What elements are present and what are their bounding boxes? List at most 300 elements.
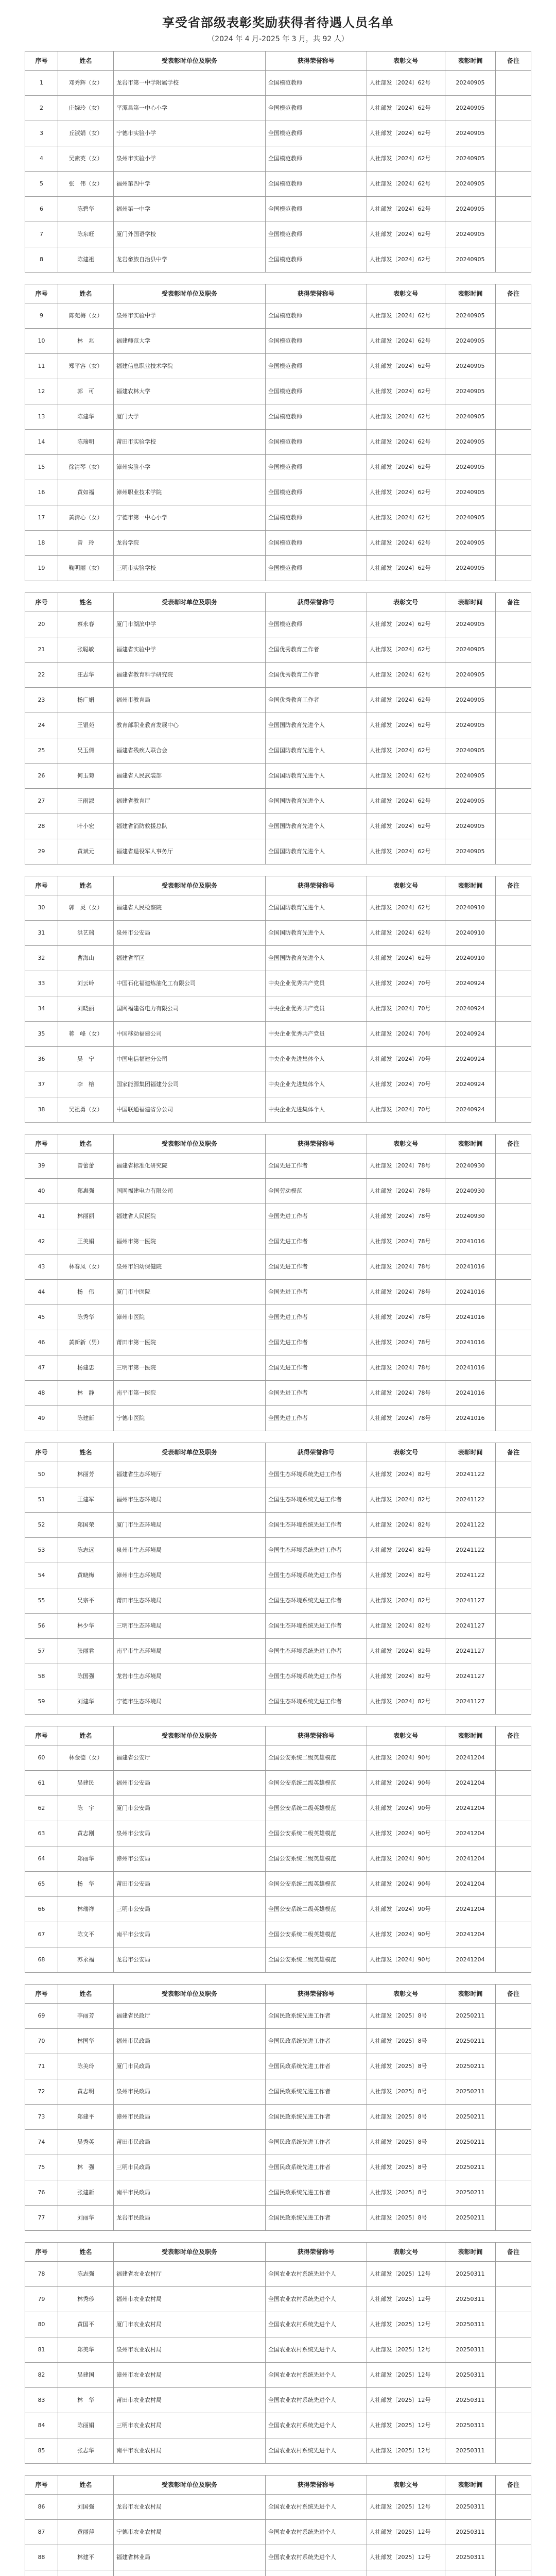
cell-unit-position: 泉州市生态环境局 (114, 1538, 266, 1563)
cell-unit-position: 南平市公安局 (114, 1922, 266, 1947)
cell-serial-number: 82 (25, 2363, 58, 2388)
cell-award-date: 20241122 (445, 1487, 495, 1513)
cell-unit-position: 南平市生态环境局 (114, 1639, 266, 1664)
cell-document-number: 人社部发〔2024〕62号 (367, 556, 445, 581)
cell-document-number: 人社部发〔2024〕62号 (367, 329, 445, 354)
header-unit-position: 受表彰时单位及职务 (114, 593, 266, 612)
cell-honor-title: 中央企业优秀共产党员 (265, 971, 367, 996)
cell-award-date: 20240905 (445, 505, 495, 531)
cell-award-date: 20240905 (445, 379, 495, 404)
cell-serial-number: 87 (25, 2520, 58, 2545)
header-honor-title: 获得荣誉称号 (265, 876, 367, 895)
cell-unit-position: 三明市公安局 (114, 1897, 266, 1922)
cell-document-number: 人社部发〔2024〕62号 (367, 738, 445, 764)
cell-remark (496, 1022, 531, 1047)
table-row (25, 612, 531, 637)
cell-award-date (445, 2570, 495, 2576)
cell-name: 曾 玲 (58, 531, 113, 556)
cell-serial-number: 11 (25, 354, 58, 379)
cell-honor-title: 全国国防教育先进个人 (265, 946, 367, 971)
cell-honor-title: 全国农业农村系统先进个人 (265, 2388, 367, 2413)
table-row (25, 1179, 531, 1204)
cell-unit-position: 国家能源集团福建分公司 (114, 1072, 266, 1097)
cell-award-date: 20241204 (445, 1947, 495, 1973)
cell-unit-position: 福建信息职业技术学院 (114, 354, 266, 379)
cell-unit-position: 福建省残疾人联合会 (114, 738, 266, 764)
cell-award-date: 20241204 (445, 1745, 495, 1771)
cell-name: 叶小宏 (58, 814, 113, 839)
cell-document-number: 人社部发〔2024〕70号 (367, 1022, 445, 1047)
cell-award-date: 20240924 (445, 1097, 495, 1123)
table-row (25, 895, 531, 921)
header-unit-position: 受表彰时单位及职务 (114, 1726, 266, 1745)
table-row (25, 2079, 531, 2105)
cell-remark (496, 531, 531, 556)
cell-unit-position: 泉州市实验小学 (114, 146, 266, 172)
cell-document-number: 人社部发〔2025〕12号 (367, 2262, 445, 2287)
cell-unit-position: 厦门市湖滨中学 (114, 612, 266, 637)
cell-serial-number: 61 (25, 1771, 58, 1796)
cell-unit-position: 莆田市生态环境局 (114, 1588, 266, 1614)
header-honor-title: 获得荣誉称号 (265, 284, 367, 303)
cell-name: 刘云岭 (58, 971, 113, 996)
table-row (25, 1047, 531, 1072)
table-row (25, 1922, 531, 1947)
cell-remark (496, 1588, 531, 1614)
cell-name: 王美娟 (58, 1229, 113, 1255)
table-header-row (25, 2243, 531, 2262)
cell-remark (496, 789, 531, 814)
cell-serial-number: 46 (25, 1330, 58, 1355)
header-name: 姓名 (58, 284, 113, 303)
cell-serial-number: 38 (25, 1097, 58, 1123)
cell-document-number: 人社部发〔2024〕62号 (367, 789, 445, 814)
header-unit-position: 受表彰时单位及职务 (114, 52, 266, 71)
cell-document-number: 人社部发〔2024〕90号 (367, 1771, 445, 1796)
cell-remark (496, 222, 531, 247)
cell-remark (496, 172, 531, 197)
cell-document-number: 人社部发〔2024〕70号 (367, 996, 445, 1022)
cell-name: 李 榕 (58, 1072, 113, 1097)
table-header-row (25, 52, 531, 71)
cell-honor-title: 全国生态环境系统先进工作者 (265, 1462, 367, 1487)
table-row (25, 197, 531, 222)
cell-serial-number: 56 (25, 1614, 58, 1639)
cell-honor-title: 全国优秀教育工作者 (265, 637, 367, 663)
cell-award-date: 20241016 (445, 1330, 495, 1355)
cell-document-number: 人社部发〔2024〕78号 (367, 1305, 445, 1330)
cell-award-date: 20240924 (445, 1022, 495, 1047)
table-row (25, 2105, 531, 2130)
cell-remark (496, 1664, 531, 1689)
header-remark: 备注 (496, 2243, 531, 2262)
cell-honor-title: 全国模范教师 (265, 480, 367, 505)
table-row (25, 1255, 531, 1280)
cell-unit-position: 福建省农业农村厅 (114, 2262, 266, 2287)
table-row (25, 505, 531, 531)
table-header-row (25, 593, 531, 612)
header-document-number: 表彰文号 (367, 284, 445, 303)
cell-unit-position: 南平市民政局 (114, 2180, 266, 2206)
cell-name: 徐清琴（女） (58, 455, 113, 480)
cell-award-date: 20240924 (445, 996, 495, 1022)
table-header-row (25, 1443, 531, 1462)
cell-remark (496, 2545, 531, 2570)
cell-award-date: 20250311 (445, 2545, 495, 2570)
table-row (25, 1846, 531, 1872)
cell-remark (496, 814, 531, 839)
cell-remark (496, 1947, 531, 1973)
cell-name: 苏永福 (58, 1947, 113, 1973)
cell-document-number: 人社部发〔2024〕62号 (367, 839, 445, 865)
cell-document-number: 人社部发〔2025〕8号 (367, 2206, 445, 2231)
cell-remark (496, 505, 531, 531)
cell-honor-title: 全国先进工作者 (265, 1229, 367, 1255)
table-row (25, 1154, 531, 1179)
cell-name: 洪艺瑞 (58, 921, 113, 946)
cell-unit-position: 福建省人民医院 (114, 1204, 266, 1229)
cell-unit-position: 厦门市中医院 (114, 1280, 266, 1305)
cell-award-date: 20250211 (445, 2004, 495, 2029)
roster-table (25, 1726, 531, 1973)
cell-name: 林国华 (58, 2029, 113, 2054)
cell-remark (496, 839, 531, 865)
cell-name: 林建平 (58, 2545, 113, 2570)
table-row (25, 637, 531, 663)
cell-honor-title: 中央企业优秀共产党员 (265, 1022, 367, 1047)
cell-honor-title: 全国民政系统先进工作者 (265, 2155, 367, 2180)
cell-award-date: 20250311 (445, 2312, 495, 2337)
cell-serial-number: 59 (25, 1689, 58, 1715)
table-row (25, 1639, 531, 1664)
cell-award-date: 20240905 (445, 329, 495, 354)
cell-unit-position: 厦门市公安局 (114, 1796, 266, 1821)
cell-honor-title: 全国模范教师 (265, 531, 367, 556)
cell-name: 林 兆 (58, 329, 113, 354)
cell-serial-number: 65 (25, 1872, 58, 1897)
cell-award-date: 20240905 (445, 612, 495, 637)
cell-remark (496, 2438, 531, 2464)
cell-award-date: 20241204 (445, 1846, 495, 1872)
cell-honor-title: 全国模范教师 (265, 172, 367, 197)
cell-award-date: 20250211 (445, 2029, 495, 2054)
cell-unit-position: 龙岩畲族自治县中学 (114, 247, 266, 273)
table-row (25, 2054, 531, 2079)
table-row (25, 404, 531, 430)
cell-document-number: 人社部发〔2024〕78号 (367, 1355, 445, 1381)
cell-document-number: 人社部发〔2025〕12号 (367, 2438, 445, 2464)
cell-document-number: 人社部发〔2024〕70号 (367, 1047, 445, 1072)
table-row (25, 71, 531, 96)
cell-honor-title: 全国农业农村系统先进个人 (265, 2545, 367, 2570)
cell-document-number: 人社部发〔2024〕82号 (367, 1614, 445, 1639)
cell-document-number: 人社部发〔2024〕90号 (367, 1872, 445, 1897)
cell-award-date: 20241127 (445, 1614, 495, 1639)
cell-honor-title: 全国国防教育先进个人 (265, 814, 367, 839)
cell-serial-number: 53 (25, 1538, 58, 1563)
cell-serial-number: 25 (25, 738, 58, 764)
cell-honor-title: 全国公安系统二级英雄模范 (265, 1947, 367, 1973)
cell-serial-number: 5 (25, 172, 58, 197)
cell-unit-position: 泉州市农业农村局 (114, 2337, 266, 2363)
cell-serial-number: 68 (25, 1947, 58, 1973)
cell-document-number: 人社部发〔2024〕62号 (367, 612, 445, 637)
cell-award-date: 20250311 (445, 2495, 495, 2520)
header-name: 姓名 (58, 2476, 113, 2495)
cell-award-date: 20240905 (445, 713, 495, 738)
cell-remark (496, 303, 531, 329)
cell-serial-number: 75 (25, 2155, 58, 2180)
header-award-date: 表彰时间 (445, 1443, 495, 1462)
cell-award-date: 20241204 (445, 1796, 495, 1821)
header-award-date: 表彰时间 (445, 1985, 495, 2004)
cell-remark (496, 1154, 531, 1179)
cell-remark (496, 2363, 531, 2388)
cell-honor-title: 全国模范教师 (265, 146, 367, 172)
table-row (25, 1872, 531, 1897)
roster-table (25, 284, 531, 581)
cell-name: 刘建华 (58, 1689, 113, 1715)
cell-serial-number: 80 (25, 2312, 58, 2337)
cell-document-number: 人社部发〔2024〕70号 (367, 971, 445, 996)
table-row (25, 2413, 531, 2438)
cell-serial-number: 7 (25, 222, 58, 247)
header-remark: 备注 (496, 1443, 531, 1462)
cell-serial-number: 78 (25, 2262, 58, 2287)
cell-serial-number: 17 (25, 505, 58, 531)
cell-award-date: 20250211 (445, 2105, 495, 2130)
table-row (25, 1022, 531, 1047)
table-row (25, 1097, 531, 1123)
table-row (25, 1689, 531, 1715)
cell-serial-number: 30 (25, 895, 58, 921)
cell-unit-position: 福建省民政厅 (114, 2004, 266, 2029)
cell-unit-position: 三明市农业农村局 (114, 2413, 266, 2438)
cell-honor-title: 全国国防教育先进个人 (265, 713, 367, 738)
cell-document-number: 人社部发〔2025〕8号 (367, 2155, 445, 2180)
table-row (25, 2337, 531, 2363)
header-remark: 备注 (496, 1726, 531, 1745)
cell-name: 刘国强 (58, 2495, 113, 2520)
cell-name: 杨建忠 (58, 1355, 113, 1381)
cell-remark (496, 379, 531, 404)
cell-award-date: 20240924 (445, 1047, 495, 1072)
cell-document-number: 人社部发〔2024〕62号 (367, 430, 445, 455)
cell-serial-number: 32 (25, 946, 58, 971)
cell-honor-title: 全国公安系统二级英雄模范 (265, 1872, 367, 1897)
cell-serial-number: 83 (25, 2388, 58, 2413)
cell-honor-title: 全国先进工作者 (265, 1280, 367, 1305)
cell-unit-position: 福州第四中学 (114, 172, 266, 197)
cell-unit-position: 漳州职业技术学院 (114, 480, 266, 505)
cell-unit-position: 福建省标准化研究院 (114, 1154, 266, 1179)
cell-name: 林 强 (58, 2155, 113, 2180)
table-row (25, 455, 531, 480)
cell-award-date: 20240905 (445, 764, 495, 789)
cell-document-number: 人社部发〔2025〕12号 (367, 2413, 445, 2438)
header-honor-title: 获得荣誉称号 (265, 1985, 367, 2004)
cell-name: 郑美华 (58, 2337, 113, 2363)
table-row (25, 971, 531, 996)
cell-document-number: 人社部发〔2024〕82号 (367, 1462, 445, 1487)
table-header-row (25, 1726, 531, 1745)
cell-unit-position: 厦门市农业农村局 (114, 2312, 266, 2337)
cell-honor-title: 全国民政系统先进工作者 (265, 2105, 367, 2130)
cell-remark (496, 1846, 531, 1872)
cell-serial-number: 31 (25, 921, 58, 946)
cell-unit-position: 中国石化福建炼油化工有限公司 (114, 971, 266, 996)
cell-unit-position: 福建省教育科学研究院 (114, 663, 266, 688)
roster-table (25, 1443, 531, 1715)
cell-serial-number: 24 (25, 713, 58, 738)
cell-award-date: 20241122 (445, 1538, 495, 1563)
table-row (25, 247, 531, 273)
cell-document-number: 人社部发〔2025〕12号 (367, 2388, 445, 2413)
cell-serial-number: 54 (25, 1563, 58, 1588)
cell-honor-title: 全国模范教师 (265, 354, 367, 379)
table-row (25, 2438, 531, 2464)
cell-serial-number: 42 (25, 1229, 58, 1255)
table-header-row (25, 2476, 531, 2495)
cell-name: 陈 宇 (58, 1796, 113, 1821)
cell-name: 郭 可 (58, 379, 113, 404)
header-document-number: 表彰文号 (367, 876, 445, 895)
cell-remark (496, 637, 531, 663)
cell-award-date: 20250211 (445, 2180, 495, 2206)
cell-award-date: 20241016 (445, 1381, 495, 1406)
header-award-date: 表彰时间 (445, 2476, 495, 2495)
cell-document-number: 人社部发〔2024〕62号 (367, 688, 445, 713)
cell-document-number: 人社部发〔2024〕90号 (367, 1846, 445, 1872)
table-row (25, 1614, 531, 1639)
cell-serial-number: 84 (25, 2413, 58, 2438)
header-unit-position: 受表彰时单位及职务 (114, 1443, 266, 1462)
table-row (25, 996, 531, 1022)
cell-honor-title: 全国生态环境系统先进工作者 (265, 1639, 367, 1664)
table-row (25, 713, 531, 738)
cell-serial-number: 16 (25, 480, 58, 505)
roster-table (25, 2242, 531, 2464)
header-serial-number: 序号 (25, 1985, 58, 2004)
cell-document-number: 人社部发〔2024〕78号 (367, 1381, 445, 1406)
cell-remark (496, 1305, 531, 1330)
cell-serial-number: 3 (25, 121, 58, 146)
cell-remark (496, 480, 531, 505)
cell-document-number: 人社部发〔2024〕78号 (367, 1255, 445, 1280)
cell-award-date: 20240905 (445, 404, 495, 430)
document-title: 享受省部级表彰奖励获得者待遇人员名单 (162, 15, 394, 30)
table-row (25, 1462, 531, 1487)
header-award-date: 表彰时间 (445, 876, 495, 895)
cell-name: 林 静 (58, 1381, 113, 1406)
cell-award-date: 20240905 (445, 172, 495, 197)
cell-name: 张志华 (58, 2438, 113, 2464)
cell-serial-number: 70 (25, 2029, 58, 2054)
cell-name: 陈丽娟 (58, 2413, 113, 2438)
header-remark: 备注 (496, 876, 531, 895)
cell-document-number: 人社部发〔2025〕8号 (367, 2105, 445, 2130)
header-honor-title: 获得荣誉称号 (265, 1726, 367, 1745)
cell-honor-title: 全国民政系统先进工作者 (265, 2180, 367, 2206)
cell-unit-position: 莆田市实验学校 (114, 430, 266, 455)
cell-award-date: 20250211 (445, 2206, 495, 2231)
table-row (25, 2287, 531, 2312)
cell-honor-title: 全国生态环境系统先进工作者 (265, 1664, 367, 1689)
cell-name: 郑惠强 (58, 1179, 113, 1204)
cell-honor-title: 全国模范教师 (265, 505, 367, 531)
roster-table (25, 51, 531, 273)
cell-honor-title: 全国模范教师 (265, 303, 367, 329)
cell-remark (496, 2312, 531, 2337)
cell-unit-position: 漳州市医院 (114, 1305, 266, 1330)
cell-honor-title: 全国先进工作者 (265, 1330, 367, 1355)
cell-award-date: 20240905 (445, 455, 495, 480)
cell-document-number: 人社部发〔2024〕90号 (367, 1821, 445, 1846)
cell-document-number: 人社部发〔2024〕78号 (367, 1406, 445, 1431)
cell-name: 吴宗平 (58, 1588, 113, 1614)
cell-remark (496, 1406, 531, 1431)
cell-remark (496, 2155, 531, 2180)
cell-award-date: 20241016 (445, 1305, 495, 1330)
cell-serial-number: 45 (25, 1305, 58, 1330)
cell-name: 陈秀华 (58, 1305, 113, 1330)
cell-remark (496, 1796, 531, 1821)
cell-remark (496, 1355, 531, 1381)
cell-serial-number: 77 (25, 2206, 58, 2231)
cell-unit-position: 龙岩市民政局 (114, 2206, 266, 2231)
table-row (25, 222, 531, 247)
cell-remark (496, 329, 531, 354)
cell-name: 陈国强 (58, 1664, 113, 1689)
header-remark: 备注 (496, 1985, 531, 2004)
cell-remark (496, 1872, 531, 1897)
cell-serial-number: 88 (25, 2545, 58, 2570)
cell-honor-title: 全国国防教育先进个人 (265, 764, 367, 789)
cell-award-date: 20240905 (445, 247, 495, 273)
header-serial-number: 序号 (25, 1726, 58, 1745)
cell-award-date: 20240905 (445, 354, 495, 379)
cell-document-number: 人社部发〔2024〕62号 (367, 121, 445, 146)
cell-remark (496, 1462, 531, 1487)
cell-remark (496, 1513, 531, 1538)
roster-table (25, 592, 531, 865)
cell-document-number: 人社部发〔2024〕82号 (367, 1689, 445, 1715)
cell-honor-title: 全国先进工作者 (265, 1406, 367, 1431)
cell-document-number: 人社部发〔2024〕78号 (367, 1179, 445, 1204)
header-honor-title: 获得荣誉称号 (265, 52, 367, 71)
cell-remark (496, 2520, 531, 2545)
cell-honor-title: 全国国防教育先进个人 (265, 921, 367, 946)
cell-name: 吴建民 (58, 1771, 113, 1796)
cell-honor-title: 全国优秀教育工作者 (265, 688, 367, 713)
table-row (25, 1771, 531, 1796)
cell-unit-position: 中国移动福建公司 (114, 1022, 266, 1047)
cell-remark (496, 1047, 531, 1072)
header-award-date: 表彰时间 (445, 2243, 495, 2262)
cell-unit-position: 南平市第一医院 (114, 1381, 266, 1406)
cell-serial-number: 81 (25, 2337, 58, 2363)
cell-unit-position: 莆田市农业农村局 (114, 2388, 266, 2413)
cell-document-number: 人社部发〔2025〕8号 (367, 2004, 445, 2029)
cell-name: 吴祖勇（女） (58, 1097, 113, 1123)
cell-serial-number: 18 (25, 531, 58, 556)
cell-name: 郑国荣 (58, 1513, 113, 1538)
cell-serial-number: 40 (25, 1179, 58, 1204)
cell-serial-number: 26 (25, 764, 58, 789)
table-header-row (25, 876, 531, 895)
header-remark: 备注 (496, 52, 531, 71)
cell-honor-title: 全国模范教师 (265, 197, 367, 222)
